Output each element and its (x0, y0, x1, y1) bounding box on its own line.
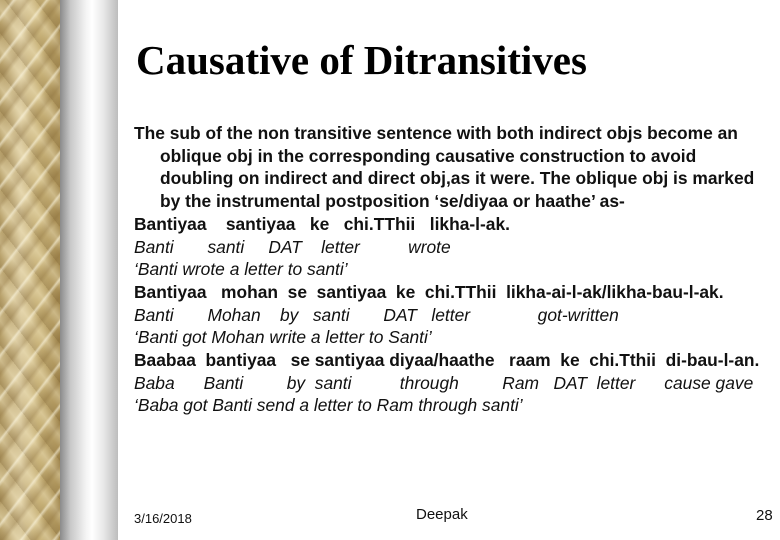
translation-line: ‘Banti wrote a letter to santi’ (134, 259, 348, 280)
body-paragraph: The sub of the non transitive sentence with both indirect objs become an oblique obj in the corresponding causative construction to avoid doubling on indirect and direct obj,as it were. The oblique obj is marked by the instrumental postposition ‘se/diyaa or haathe’ as- (134, 123, 755, 212)
metallic-bar (60, 0, 118, 540)
slide-title: Causative of Ditransitives (136, 37, 587, 83)
example-sentence: Baabaa bantiyaa se santiyaa diyaa/haathe raam ke chi.Tthii di-bau-l-an. (134, 350, 760, 371)
footer-date: 3/16/2018 (134, 511, 192, 526)
gloss-line: Banti santi DAT letter wrote (134, 236, 451, 257)
translation-line: ‘Banti got Mohan write a letter to Santi’ (134, 327, 432, 348)
footer-author: Deepak (416, 506, 468, 523)
gloss-line: Baba Banti by santi through Ram DAT letter cause gave (134, 372, 754, 393)
page-number: 28 (756, 507, 773, 524)
slide-body (134, 122, 766, 417)
gloss-line: Banti Mohan by santi DAT letter got-written (134, 304, 619, 325)
example-sentence: Bantiyaa mohan se santiyaa ke chi.TThii likha-ai-l-ak/likha-bau-l-ak. (134, 281, 724, 302)
translation-line: ‘Baba got Banti send a letter to Ram through santi’ (134, 395, 523, 416)
example-sentence: Bantiyaa santiyaa ke chi.TThii likha-l-ak. (134, 213, 510, 234)
marble-sidebar (0, 0, 60, 540)
